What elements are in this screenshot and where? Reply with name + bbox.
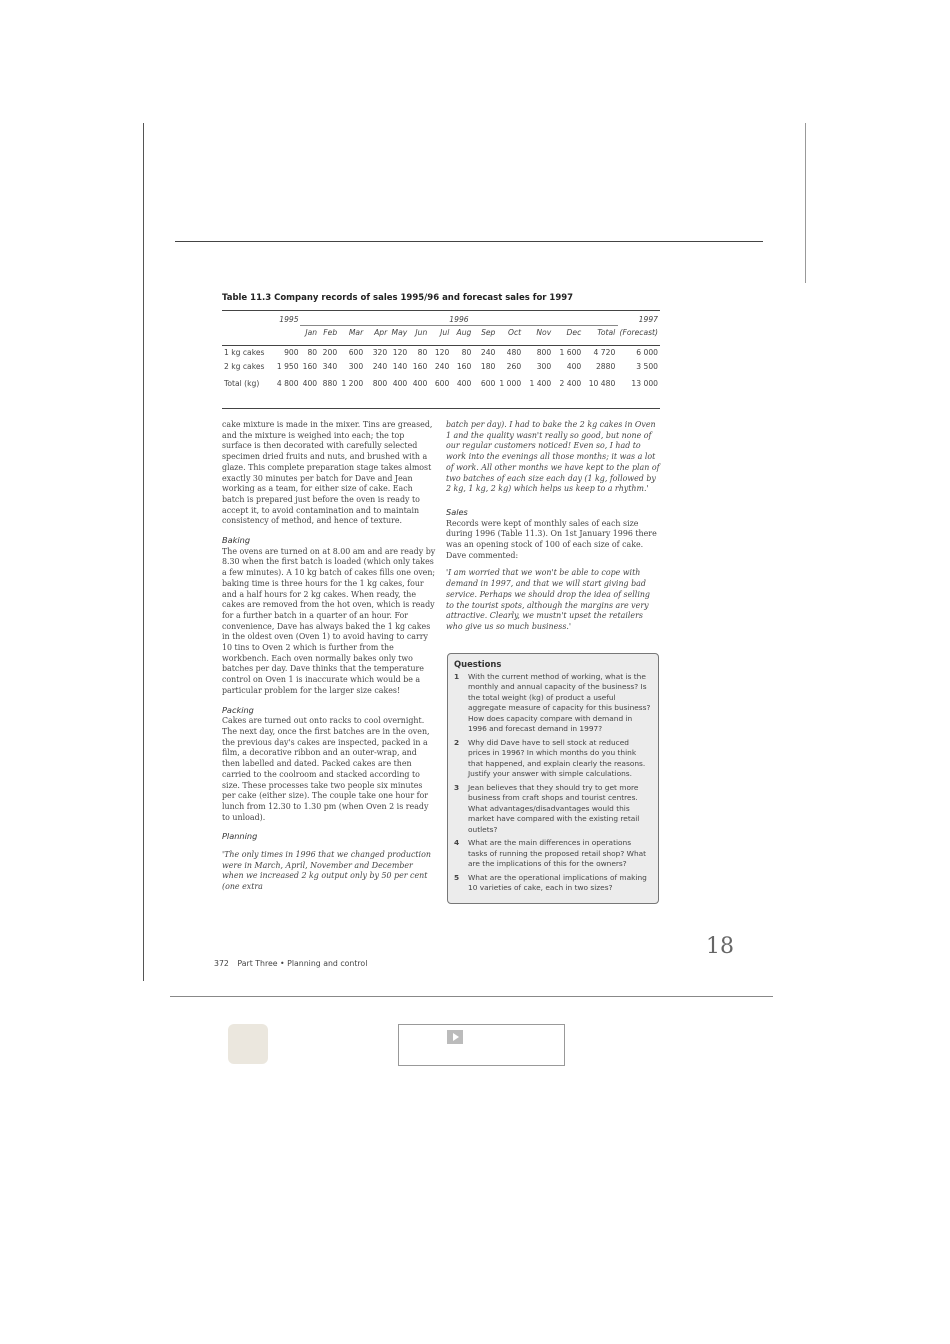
cell-1996: 1 200 xyxy=(341,379,364,388)
question-number: 5 xyxy=(454,872,460,882)
question-item xyxy=(454,738,652,780)
cell-1996: 600 xyxy=(480,379,496,388)
cell-1996: 2 400 xyxy=(559,379,582,388)
packing-heading: Packing xyxy=(222,704,254,715)
table-caption xyxy=(222,293,573,303)
cell-1996: 160 xyxy=(412,362,428,371)
cell-1996: 180 xyxy=(480,362,496,371)
question-text: With the current method of working, what is the monthly and annual capacity of the business? Is the total weight (kg) of product a useful aggregate measure of capacity for this business? How does capacity compare with demand in 1996 and forecast demand in 1997? xyxy=(468,671,651,733)
cell-1996: 80 xyxy=(417,348,428,357)
page-number: 372 xyxy=(214,959,229,968)
cell-1996: 800 xyxy=(372,379,388,388)
cell-1996: 80 xyxy=(307,348,318,357)
table-row xyxy=(222,375,660,392)
questions-title: Questions xyxy=(454,659,502,669)
cell-1996: 140 xyxy=(392,362,408,371)
cell-1996: 880 xyxy=(322,379,338,388)
question-text: What are the operational implications of making 10 varieties of cake, each in two sizes? xyxy=(468,872,647,892)
cell-1996: 120 xyxy=(434,348,450,357)
cell-1996: 120 xyxy=(392,348,408,357)
row-label: Total (kg) xyxy=(224,379,260,388)
question-number: 1 xyxy=(454,671,460,681)
cell-1996: 800 xyxy=(536,348,552,357)
cell-1996: 160 xyxy=(456,362,472,371)
sales-heading: Sales xyxy=(446,506,468,517)
cell-1996: 1 000 xyxy=(499,379,522,388)
cell-1996: 600 xyxy=(434,379,450,388)
table-month-row xyxy=(222,324,660,341)
question-number: 2 xyxy=(454,737,460,747)
forecast-label: (Forecast) xyxy=(619,328,658,337)
month-header: Nov xyxy=(536,328,552,337)
section-label: Part Three • Planning and control xyxy=(237,959,368,968)
month-header: Mar xyxy=(348,328,364,337)
cell-1996: 400 xyxy=(566,362,582,371)
month-header: Oct xyxy=(508,328,522,337)
cell-1996: 240 xyxy=(480,348,496,357)
right-column xyxy=(446,420,660,633)
page-edge-right xyxy=(805,123,806,283)
cell-1996: 160 xyxy=(302,362,318,371)
year-1995: 1995 xyxy=(279,315,299,324)
question-number: 4 xyxy=(454,838,460,847)
cell-1996: 600 xyxy=(348,348,364,357)
question-text: Why did Dave have to sell stock at reduced prices in 1996? In which months do you think that happened, and explain clearly the reasons. Justify your answer with simple calculations. xyxy=(468,737,646,778)
intro-paragraph: cake mixture is made in the mixer. Tins are greased, and the mixture is weighed into each; the top surface is then decorated with carefully selected specimen dried fruits and nuts, and brushed with a glaze. This complete preparation stage takes almost exactly 30 minutes per batch for Dave and Jean working as a team, for either size of cake. Each batch is prepared just before the oven is ready to accept it, to avoid contamination and to maintain consistency of method, and hence of texture. xyxy=(222,420,433,526)
month-header: Feb xyxy=(323,328,338,337)
month-header: Jul xyxy=(440,328,450,337)
cell-1996: 480 xyxy=(506,348,522,357)
packing-paragraph: Cakes are turned out onto racks to cool overnight. The next day, once the first batches are in the oven, the previous day's cakes are inspected, packed in a film, a decorative ribbon and an outer-wrap, and then labelled and dated. Packed cakes are then carried to the coolroom and stacked according to size. These processes take two people six minutes per cake (either size). The couple take one hour for lunch from 12.30 to 1.30 pm (when Oven 2 is ready to unload). xyxy=(222,716,430,822)
cell-1996: 1 400 xyxy=(529,379,552,388)
cell-1996: 300 xyxy=(536,362,552,371)
page-footer xyxy=(214,959,367,968)
cell-1996: 260 xyxy=(506,362,522,371)
question-text: Jean believes that they should try to get more business from craft shops and tourist centres. What advantages/disadvantages would this market have compared with the existing retail outlets? xyxy=(468,782,640,834)
play-icon[interactable] xyxy=(447,1030,463,1044)
cell-1996: 240 xyxy=(372,362,388,371)
sales-paragraph: Records were kept of monthly sales of each size during 1996 (Table 11.3). On 1st January 1996 there was an opening stock of 100 of each size of cake. Dave commented: xyxy=(446,518,657,560)
year-1997: 1997 xyxy=(638,315,658,324)
cell-1996: 340 xyxy=(322,362,338,371)
cell-1995: 1 950 xyxy=(276,362,299,371)
table-year-row xyxy=(222,311,660,324)
cell-1996: 400 xyxy=(412,379,428,388)
cell-1996: 2880 xyxy=(595,362,616,371)
cell-1996: 200 xyxy=(322,348,338,357)
row-label: 1 kg cakes xyxy=(224,348,265,357)
month-header: Dec xyxy=(566,328,582,337)
cell-1996: 320 xyxy=(372,348,388,357)
header-rule xyxy=(175,241,763,242)
question-item xyxy=(454,783,652,836)
questions-box xyxy=(447,653,659,904)
table-bottom-rule xyxy=(222,408,660,409)
cell-1996: 1 600 xyxy=(559,348,582,357)
question-item xyxy=(454,672,652,735)
planning-heading: Planning xyxy=(222,831,258,842)
cell-1996: 300 xyxy=(348,362,364,371)
media-frame xyxy=(398,1024,565,1066)
page-edge-left xyxy=(143,123,144,981)
baking-heading: Baking xyxy=(222,535,251,546)
cell-1996: 80 xyxy=(461,348,472,357)
table-row xyxy=(222,358,660,375)
table-caption-text: Table 11.3 Company records of sales 1995/96 and forecast sales for 1997 xyxy=(222,293,574,303)
cell-1995: 900 xyxy=(284,348,299,357)
question-item xyxy=(454,838,652,870)
left-column xyxy=(222,420,436,893)
question-item xyxy=(454,873,652,894)
month-header: Jun xyxy=(415,328,428,337)
month-header: Total xyxy=(597,328,616,337)
bottom-rule xyxy=(170,996,773,997)
baking-paragraph: The ovens are turned on at 8.00 am and are ready by 8.30 when the first batch is loaded (which only takes a few minutes). A 10 kg batch of cakes fills one oven; baking time is three hours for the 1 kg cakes, four and a half hours for 2 kg cakes. When ready, the cakes are removed from the hot oven, which is ready for a further batch in a quarter of an hour. For convenience, Dave has always baked the 1 kg cakes in the oldest oven (Oven 1) to avoid having to carry 10 tins to Oven 2 which is further from the workbench. Each oven normally bakes only two batches per day. Dave thinks that the temperature control on Oven 1 is inaccurate which would be a particular problem for the larger size cakes! xyxy=(222,546,436,695)
cell-1997-forecast: 6 000 xyxy=(636,348,658,357)
table-row xyxy=(222,341,660,358)
cell-1996: 400 xyxy=(302,379,318,388)
cell-1997-forecast: 3 500 xyxy=(636,362,658,371)
cell-1996: 400 xyxy=(456,379,472,388)
cell-1996: 400 xyxy=(392,379,408,388)
sales-quote: 'I am worried that we won't be able to cope with demand in 1997, and that we will start giving bad service. Perhaps we should drop the idea of selling to the tourist spots, although the margins are very attractive. Clearly, we mustn't upset the retailers who give us so much business.' xyxy=(446,568,650,631)
month-header: Apr xyxy=(374,328,388,337)
year-1996: 1996 xyxy=(449,315,469,324)
sales-table xyxy=(222,311,660,392)
cell-1996: 240 xyxy=(434,362,450,371)
question-number: 3 xyxy=(454,782,460,792)
row-label: 2 kg cakes xyxy=(224,362,265,371)
cell-1997-forecast: 13 000 xyxy=(631,379,658,388)
cell-1996: 4 720 xyxy=(593,348,616,357)
month-header: Sep xyxy=(481,328,496,337)
handwritten-note: 18 xyxy=(706,934,734,959)
question-text: What are the main differences in operations tasks of running the proposed retail shop? What are the implications of this for the owners? xyxy=(468,838,647,868)
cell-1995: 4 800 xyxy=(276,379,299,388)
stamp-smudge xyxy=(228,1024,268,1064)
month-header: Jan xyxy=(305,328,318,337)
month-header: Aug xyxy=(456,328,472,337)
planning-quote-continued: batch per day). I had to bake the 2 kg cakes in Oven 1 and the quality wasn't really so good, but none of our regular customers noticed! Even so, I had to work into the evenings all those months; it was a lot of work. All other months we have kept to the plan of two batches of each size each day (1 kg, followed by 2 kg, 1 kg, 2 kg) which helps us keep to a rhythm.' xyxy=(446,420,660,494)
month-header: May xyxy=(391,328,408,337)
cell-1996: 10 480 xyxy=(588,379,616,388)
planning-quote: 'The only times in 1996 that we changed production were in March, April, November and December when we increased 2 kg output only by 50 per cent (one extra xyxy=(222,850,431,892)
